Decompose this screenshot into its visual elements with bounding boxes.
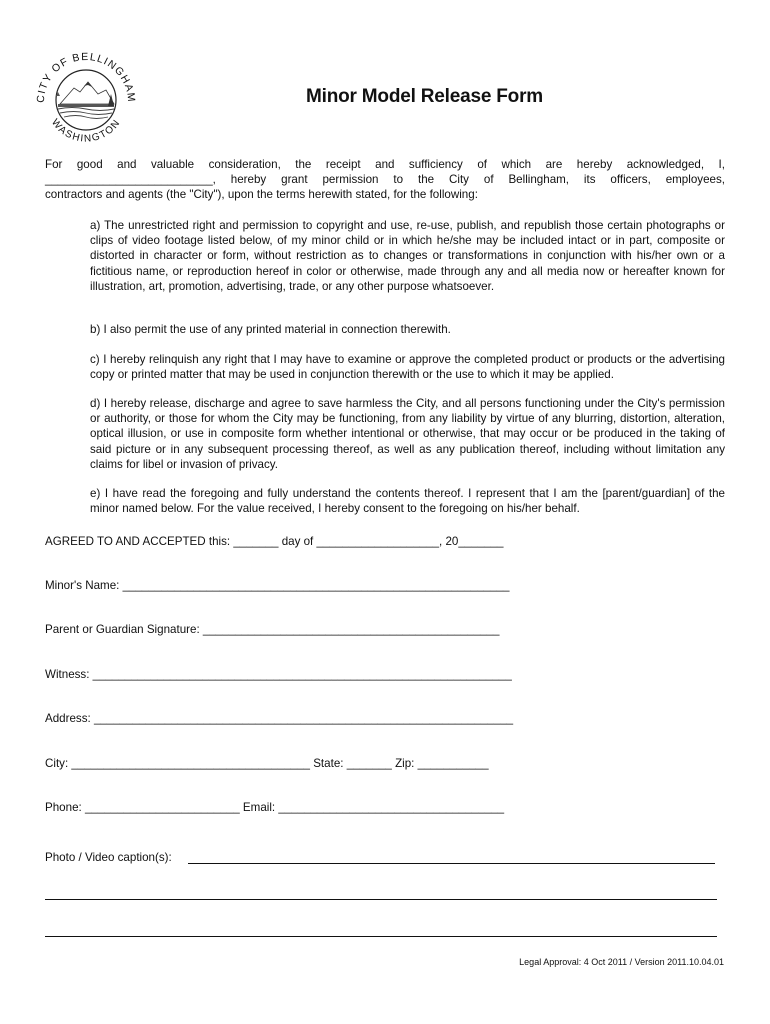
clause-e: e) I have read the foregoing and fully understand the contents thereof. I represent that I am the [parent/guardian] of the minor named below. For the value received, I hereby consent to the foregoing on his/her behalf. (90, 487, 725, 516)
intro-line: For good and valuable consideration, the receipt and sufficiency of which are hereby acknowledged, I, (45, 158, 725, 171)
phone-email-field[interactable]: Phone: ________________________ Email: ___________________________________ (45, 801, 505, 814)
intro-line: contractors and agents (the "City"), upon the terms herewith stated, for the following: (45, 188, 478, 202)
form-title: Minor Model Release Form (306, 86, 543, 107)
clause-b: b) I also permit the use of any printed material in connection therewith. (90, 323, 451, 336)
intro-line-name-blank: __________________________, hereby grant permission to the City of Bellingham, its officers, employees, (45, 173, 725, 187)
photo-caption-label: Photo / Video caption(s): (45, 851, 172, 864)
photo-caption-line[interactable] (45, 936, 717, 937)
city-state-zip-field[interactable]: City: _____________________________________ State: _______ Zip: ___________ (45, 757, 489, 770)
clause-d: d) I hereby release, discharge and agree to save harmless the City, and all persons functioning under the City's permission or authority, or those for whom the City may be functioning, from any liability by virtue of any blurring, distortion, alteration, optical illusion, or use in composite form whether intentional or otherwise, that may occur or be produced in the taking of said picture or in any subsequent processing thereof, as well as any publication thereof, including without limitation any claims for libel or invasion of privacy. (90, 397, 725, 471)
clause-a: a) The unrestricted right and permission to copyright and use, re-use, publish, and republish those certain photographs or clips of video footage listed below, of my minor child or in which he/she may be included intact or in part, composite or distorted in character or form, without restriction as to changes or transformations in conjunction with his/her own or a fictitious name, or reproduction hereof in color or otherwise, made through any and all media now or hereafter known for illustration, art, promotion, advertising, trade, or any other purpose whatsoever. (90, 219, 725, 293)
city-of-bellingham-seal (30, 42, 142, 154)
minor-name-field[interactable]: Minor's Name: ____________________________________________________________ (45, 579, 510, 592)
photo-caption-line[interactable] (45, 899, 717, 900)
legal-approval-footer: Legal Approval: 4 Oct 2011 / Version 2011.10.04.01 (519, 957, 724, 967)
clause-c: c) I hereby relinquish any right that I may have to examine or approve the completed product or products or the advertising copy or printed matter that may be used in conjunction therewith or the use to which it may be applied. (90, 353, 725, 382)
intro-paragraph (45, 157, 725, 203)
svg-text:WASHINGTON: WASHINGTON (48, 117, 123, 145)
photo-caption-line[interactable] (188, 863, 715, 864)
svg-text:CITY OF BELLINGHAM: CITY OF BELLINGHAM (34, 50, 138, 104)
parent-signature-field[interactable]: Parent or Guardian Signature: ______________________________________________ (45, 623, 500, 636)
agreed-date-field[interactable]: AGREED TO AND ACCEPTED this: _______ day of ___________________, 20_______ (45, 535, 504, 548)
address-field[interactable]: Address: _________________________________________________________________ (45, 712, 514, 725)
witness-field[interactable]: Witness: _________________________________________________________________ (45, 668, 512, 681)
